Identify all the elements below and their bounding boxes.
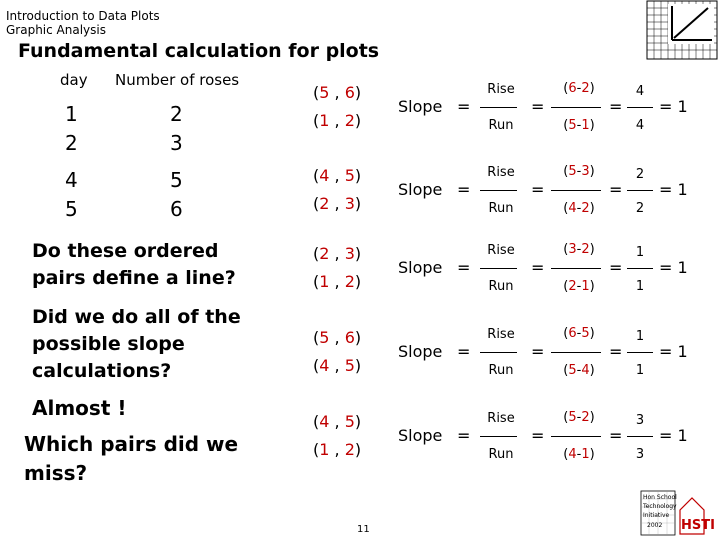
fraction-bar: [627, 190, 653, 191]
numerator-value: 2: [635, 167, 645, 182]
numerator-expression: (5-2): [563, 410, 595, 425]
equals-sign: =: [457, 180, 471, 199]
numerator-expression: (5-3): [563, 164, 595, 179]
run-label: Run: [488, 447, 514, 462]
slope-result: = 1: [659, 342, 688, 361]
rise-label: Rise: [487, 327, 515, 342]
fraction-bar: [480, 107, 517, 108]
fraction-bar: [551, 107, 601, 108]
denominator-value: 2: [635, 201, 645, 216]
slope-result: = 1: [659, 97, 688, 116]
denominator-expression: (2-1): [563, 279, 595, 294]
numerator-expression: (3-2): [563, 242, 595, 257]
run-label: Run: [488, 118, 514, 133]
fraction-bar: [480, 268, 517, 269]
logo-text-line: Initiative: [643, 512, 670, 519]
fraction-bar: [480, 190, 517, 191]
equals-sign: =: [531, 97, 545, 116]
logo-text-line: Hon School: [643, 494, 677, 501]
fraction-bar: [627, 268, 653, 269]
fraction-bar: [480, 436, 517, 437]
logo-letters: HSTI: [681, 518, 715, 533]
slope-result: = 1: [659, 258, 688, 277]
table-cell-roses: 2: [170, 102, 183, 126]
denominator-value: 1: [635, 363, 645, 378]
slope-label: Slope: [398, 342, 443, 361]
denominator-expression: (4-1): [563, 447, 595, 462]
school-logo-icon: [640, 490, 715, 536]
denominator-expression: (5-4): [563, 363, 595, 378]
equals-sign: =: [457, 97, 471, 116]
table-cell-roses: 3: [170, 131, 183, 155]
question-missed-pairs: Which pairs did we miss?: [24, 432, 239, 485]
fraction-bar: [551, 268, 601, 269]
numerator-expression: (6-5): [563, 326, 595, 341]
rise-label: Rise: [487, 82, 515, 97]
table-cell-day: 5: [65, 197, 78, 221]
ordered-pair: (5 , 6): [313, 83, 362, 102]
denominator-value: 3: [635, 447, 645, 462]
denominator-expression: (4-2): [563, 201, 595, 216]
ordered-pair: (2 , 3): [313, 194, 362, 213]
equals-sign: =: [457, 426, 471, 445]
answer-almost: Almost !: [32, 396, 127, 420]
fraction-bar: [627, 436, 653, 437]
slope-label: Slope: [398, 258, 443, 277]
run-label: Run: [488, 279, 514, 294]
slope-label: Slope: [398, 180, 443, 199]
numerator-value: 4: [635, 84, 645, 99]
column-header-roses: Number of roses: [115, 71, 240, 89]
fraction-bar: [551, 436, 601, 437]
slope-label: Slope: [398, 97, 443, 116]
ordered-pair: (1 , 2): [313, 440, 362, 459]
table-cell-day: 2: [65, 131, 78, 155]
ordered-pair: (4 , 5): [313, 166, 362, 185]
equals-sign: =: [609, 342, 623, 361]
run-label: Run: [488, 363, 514, 378]
ordered-pair: (5 , 6): [313, 328, 362, 347]
denominator-expression: (5-1): [563, 118, 595, 133]
table-cell-roses: 6: [170, 197, 183, 221]
equals-sign: =: [531, 342, 545, 361]
fraction-bar: [627, 352, 653, 353]
logo-text-line: Technology: [643, 503, 677, 510]
column-header-day: day: [60, 71, 88, 89]
rise-label: Rise: [487, 165, 515, 180]
equals-sign: =: [457, 258, 471, 277]
numerator-expression: (6-2): [563, 81, 595, 96]
header-course-title: Introduction to Data Plots: [6, 9, 160, 23]
ordered-pair: (1 , 2): [313, 272, 362, 291]
denominator-value: 4: [635, 118, 645, 133]
table-cell-roses: 5: [170, 168, 183, 192]
equals-sign: =: [609, 97, 623, 116]
fraction-bar: [480, 352, 517, 353]
page-number: 11: [357, 524, 370, 535]
header-subtitle: Graphic Analysis: [6, 23, 106, 37]
equals-sign: =: [457, 342, 471, 361]
rise-label: Rise: [487, 411, 515, 426]
ordered-pair: (4 , 5): [313, 412, 362, 431]
slope-label: Slope: [398, 426, 443, 445]
question-define-line: Do these ordered pairs define a line?: [32, 240, 236, 289]
ordered-pair: (1 , 2): [313, 111, 362, 130]
rise-label: Rise: [487, 243, 515, 258]
equals-sign: =: [609, 426, 623, 445]
run-label: Run: [488, 201, 514, 216]
fraction-bar: [627, 107, 653, 108]
equals-sign: =: [531, 426, 545, 445]
logo-text-line: 2002: [647, 522, 663, 529]
table-cell-day: 1: [65, 102, 78, 126]
ordered-pair: (2 , 3): [313, 244, 362, 263]
slope-result: = 1: [659, 426, 688, 445]
numerator-value: 1: [635, 245, 645, 260]
equals-sign: =: [609, 258, 623, 277]
table-cell-day: 4: [65, 168, 78, 192]
ordered-pair: (4 , 5): [313, 356, 362, 375]
graph-grid-logo-icon: [646, 0, 718, 60]
slope-result: = 1: [659, 180, 688, 199]
equals-sign: =: [609, 180, 623, 199]
equals-sign: =: [531, 180, 545, 199]
fraction-bar: [551, 190, 601, 191]
slide-title: Fundamental calculation for plots: [18, 40, 380, 62]
question-all-slopes: Did we do all of the possible slope calculations?: [32, 306, 241, 382]
equals-sign: =: [531, 258, 545, 277]
denominator-value: 1: [635, 279, 645, 294]
fraction-bar: [551, 352, 601, 353]
numerator-value: 1: [635, 329, 645, 344]
numerator-value: 3: [635, 413, 645, 428]
